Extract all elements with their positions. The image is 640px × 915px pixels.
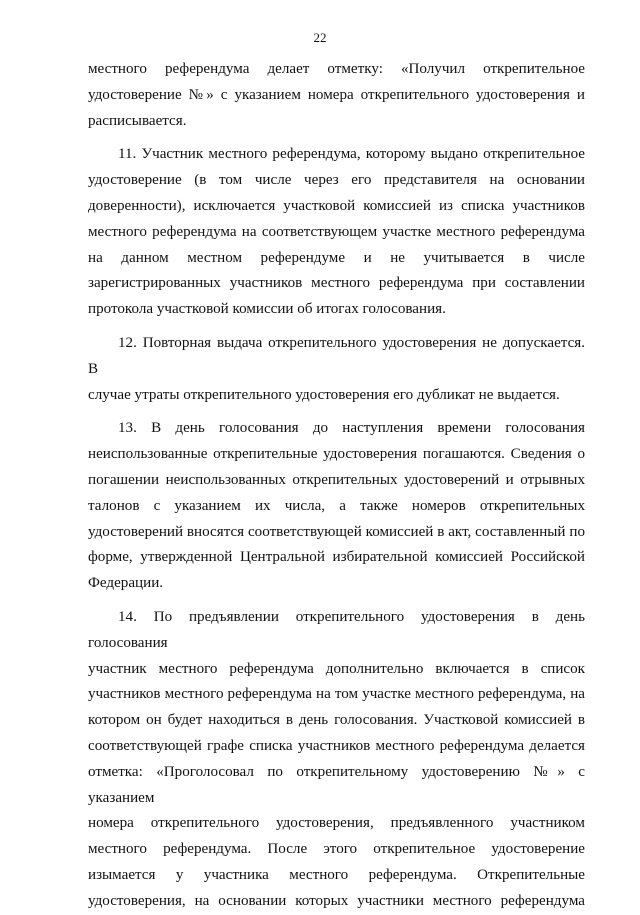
paragraph-13 (88, 416, 585, 597)
text-line: талонов с указанием их числа, а также номеров открепительных (88, 497, 585, 514)
paragraph-11 (88, 142, 585, 323)
paragraph-14 (88, 605, 585, 915)
paragraph-12 (88, 331, 585, 408)
text-line: котором он будет находиться в день голосования. Участковой комиссией в (88, 712, 585, 729)
text-line: изымается у участника местного референдума. Открепительные (88, 866, 585, 883)
text-line: участников местного референдума на том участке местного референдума, на (88, 686, 585, 703)
page-number: 22 (313, 30, 327, 45)
text-line: удостоверение №» с указанием номера открепительного удостоверения и (88, 86, 585, 103)
text-line: 12. Повторная выдача открепительного удостоверения не допускается. В (88, 334, 585, 377)
text-line: погашении неиспользованных открепительных удостоверений и отрывных (88, 471, 585, 488)
text-line: расписывается. (88, 112, 187, 129)
text-line: местного референдума на соответствующем участке местного референдума (88, 223, 585, 240)
text-line: местного референдума делает отметку: «Получил открепительное (88, 61, 585, 77)
text-line: неиспользованные открепительные удостоверения погашаются. Сведения о (88, 446, 585, 463)
text-line: Федерации. (88, 575, 164, 592)
text-line: местного референдума. После этого открепительное удостоверение (88, 841, 585, 858)
text-line: случае утраты открепительного удостоверения его дубликат не выдается. (88, 386, 560, 403)
text-line: 13. В день голосования до наступления времени голосования (118, 420, 585, 437)
text-line: удостоверений вносятся соответствующей комиссией в акт, составленный по (88, 523, 585, 540)
document-body (88, 57, 585, 915)
text-line: соответствующей графе списка участников местного референдума делается (88, 737, 585, 754)
text-line: удостоверение (в том числе через его представителя на основании (88, 172, 585, 189)
text-line: форме, утвержденной Центральной избирательной комиссией Российской (88, 549, 585, 566)
text-line: 11. Участник местного референдума, которому выдано открепительное (118, 146, 585, 163)
text-line: на данном местном референдуме и не учитывается в числе (88, 249, 585, 266)
text-line: отметка: «Проголосовал по открепительному удостоверению №» с указанием (88, 763, 585, 806)
text-line: доверенности), исключается участковой комиссией из списка участников (88, 197, 585, 214)
text-line: зарегистрированных участников местного референдума при составлении (88, 275, 585, 292)
paragraph-continuation (88, 57, 585, 134)
text-line: 14. По предъявлении открепительного удостоверения в день голосования (88, 608, 585, 651)
text-line: удостоверения, на основании которых участники местного референдума (88, 892, 585, 909)
text-line: протокола участковой комиссии об итогах голосования. (88, 301, 446, 318)
text-line: номера открепительного удостоверения, предъявленного участником (88, 815, 585, 832)
text-line: участник местного референдума дополнительно включается в список (88, 660, 585, 677)
